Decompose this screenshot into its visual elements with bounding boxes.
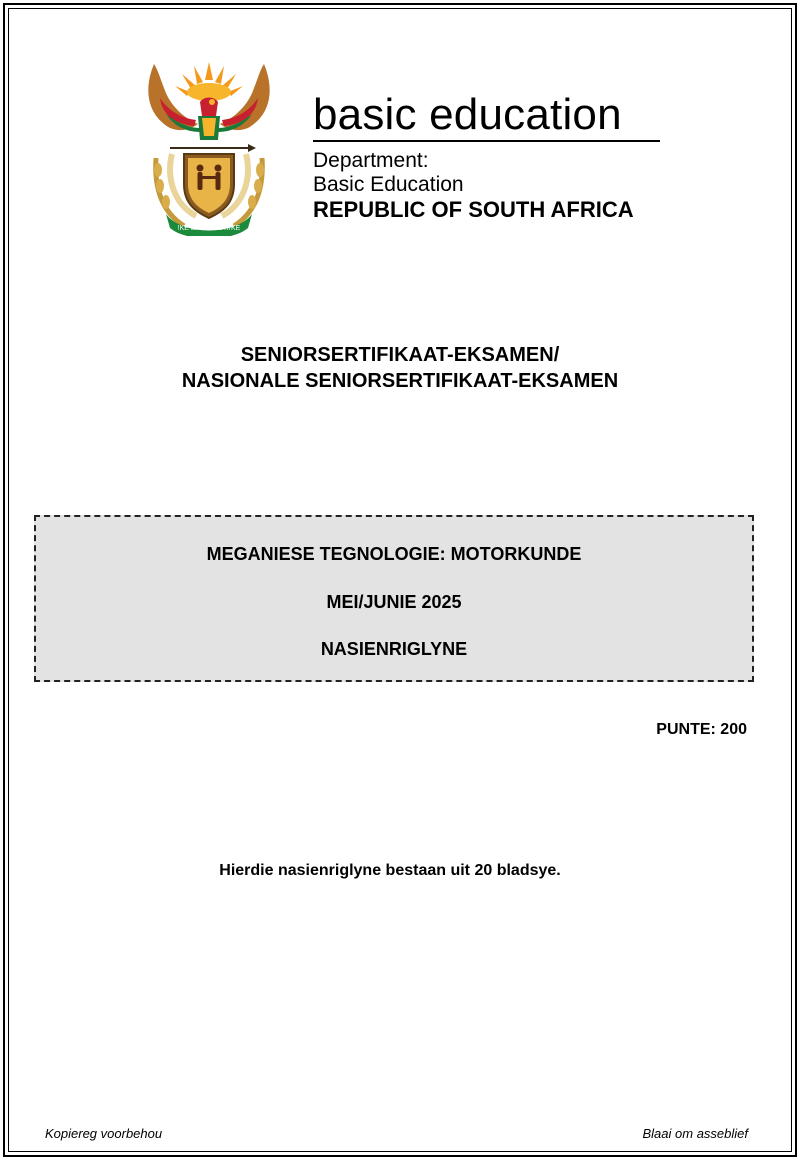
exam-heading-line-1: SENIORSERTIFIKAAT-EKSAMEN/	[240, 344, 560, 366]
copyright-notice: Kopiereg voorbehou	[45, 1126, 163, 1141]
subject-title-box	[34, 515, 754, 682]
brand-divider	[313, 140, 660, 142]
department-label: Department:	[313, 149, 429, 172]
department-name: Basic Education	[313, 173, 464, 196]
page-count-note: Hierdie nasienriglyne bestaan uit 20 bladsye.	[219, 862, 561, 879]
exam-heading-line-2: NASIONALE SENIORSERTIFIKAAT-EKSAMEN	[181, 370, 619, 392]
country-name: REPUBLIC OF SOUTH AFRICA	[313, 197, 634, 222]
svg-text:!KE E: /XARRA //KE: !KE E: /XARRA //KE	[177, 225, 241, 232]
total-marks: PUNTE: 200	[656, 721, 747, 738]
subject-title: MEGANIESE TEGNOLOGIE: MOTORKUNDE	[206, 544, 582, 564]
turn-page-note: Blaai om asseblief	[642, 1126, 748, 1141]
coat-of-arms-logo	[140, 58, 278, 236]
document-type: NASIENRIGLYNE	[320, 639, 468, 659]
exam-session: MEI/JUNIE 2025	[326, 592, 462, 612]
brand-title: basic education	[313, 90, 622, 139]
